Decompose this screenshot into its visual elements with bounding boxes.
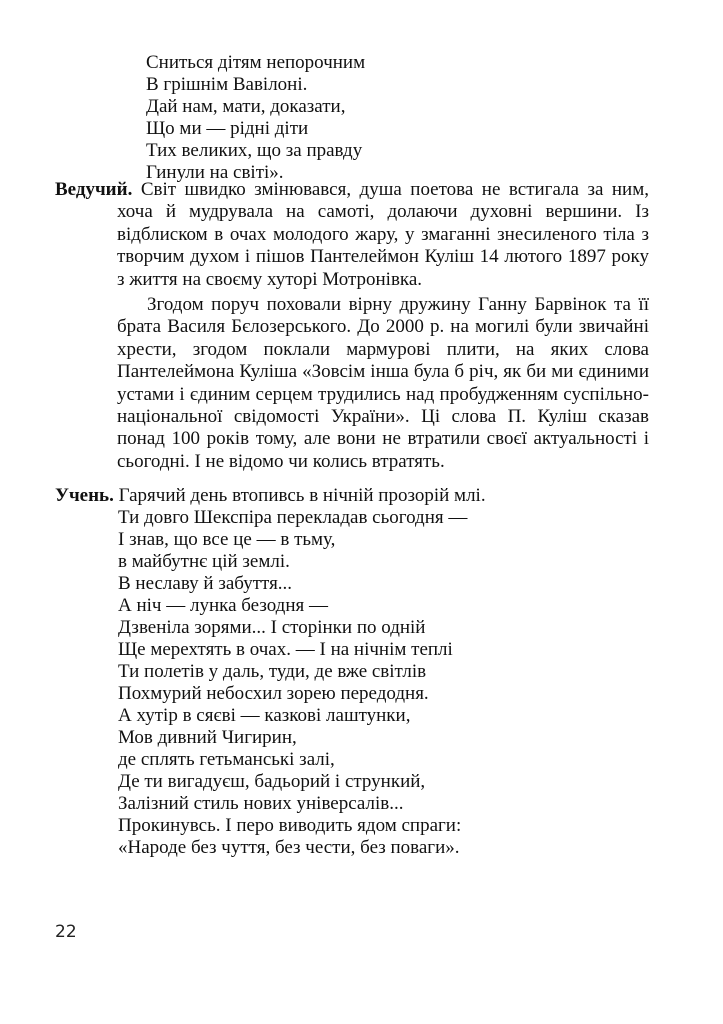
verse-line: Похмурий небосхил зорею передодня.: [118, 683, 429, 704]
verse-line: Мов дивний Чигирин,: [118, 727, 297, 748]
verse-line: Ще мерехтять в очах. — І на нічнім теплі: [118, 639, 453, 660]
presenter-paragraph-2: Згодом поруч поховали вірну дружину Ганну Барвінок та її брата Василя Бєлозерського. До 2000 р. на могилі були звичайні хрести, згодом поклали мармурові плити, на яких слова Пантелеймона Куліша «Зовсім інша була б річ, як би ми єдиними устами і єдиним серцем трудились над пробудженням суспільно-національної свідомості України». Ці слова П. Куліш сказав понад 100 років тому, але вони не втратили своєї актуальності і сьогодні. І не відомо чи колись втратять.: [117, 294, 649, 472]
verse-line: Прокинувсь. І перо виводить ядом спраги:: [118, 815, 462, 836]
student-first-line: Гарячий день втопивсь в нічній прозорій млі.: [118, 485, 486, 506]
speaker-label: Учень.: [55, 485, 114, 506]
verse-line: А хутір в сяєві — казкові лаштунки,: [118, 705, 411, 726]
verse-line: В неславу й забуття...: [118, 573, 293, 594]
verse-line: Дзвеніла зорями... І сторінки по одній: [118, 617, 426, 638]
verse-line: Гинули на світі».: [146, 162, 284, 183]
verse-line: Ти полетів у даль, туди, де вже світлів: [118, 661, 427, 682]
verse-line: Сниться дітям непорочним: [146, 52, 366, 73]
verse-top: [146, 52, 365, 184]
verse-line: «Народе без чуття, без чести, без поваги».: [118, 837, 460, 858]
verse-line: Тих великих, що за правду: [146, 140, 363, 161]
presenter-paragraph-1: [55, 179, 649, 291]
student-intro: [55, 485, 486, 507]
verse-line: Залізний стиль нових універсалів...: [118, 793, 404, 814]
page-number: 22: [55, 922, 77, 942]
speaker-label: Ведучий.: [55, 179, 133, 200]
verse-line: Ти довго Шекспіра перекладав сьогодня —: [118, 507, 468, 528]
verse-line: В грішнім Вавілоні.: [146, 74, 308, 95]
verse-line: Що ми — рідні діти: [146, 118, 309, 139]
verse-line: Де ти вигадуєш, бадьорий і стрункий,: [118, 771, 426, 792]
presenter-block-2: [55, 294, 649, 473]
verse-line: Дай нам, мати, доказати,: [146, 96, 346, 117]
verse-line: А ніч — лунка безодня —: [118, 595, 329, 616]
verse-line: де сплять гетьманські залі,: [118, 749, 335, 770]
student-verse: [118, 507, 467, 859]
verse-line: в майбутнє цій землі.: [118, 551, 290, 572]
verse-line: І знав, що все це — в тьму,: [118, 529, 336, 550]
presenter-block: [55, 179, 649, 291]
paragraph-text: Світ швидко змінювався, душа поетова не встигала за ним, хоча й мудрувала на самоті, долаючи духовні вершини. Із відблиском в очах молодого жару, у змаганні знесиленого тіла з творчим духом і пішов Пантелеймон Куліш 14 лютого 1897 року з життя на своєму хуторі Мотронівка.: [117, 179, 650, 290]
